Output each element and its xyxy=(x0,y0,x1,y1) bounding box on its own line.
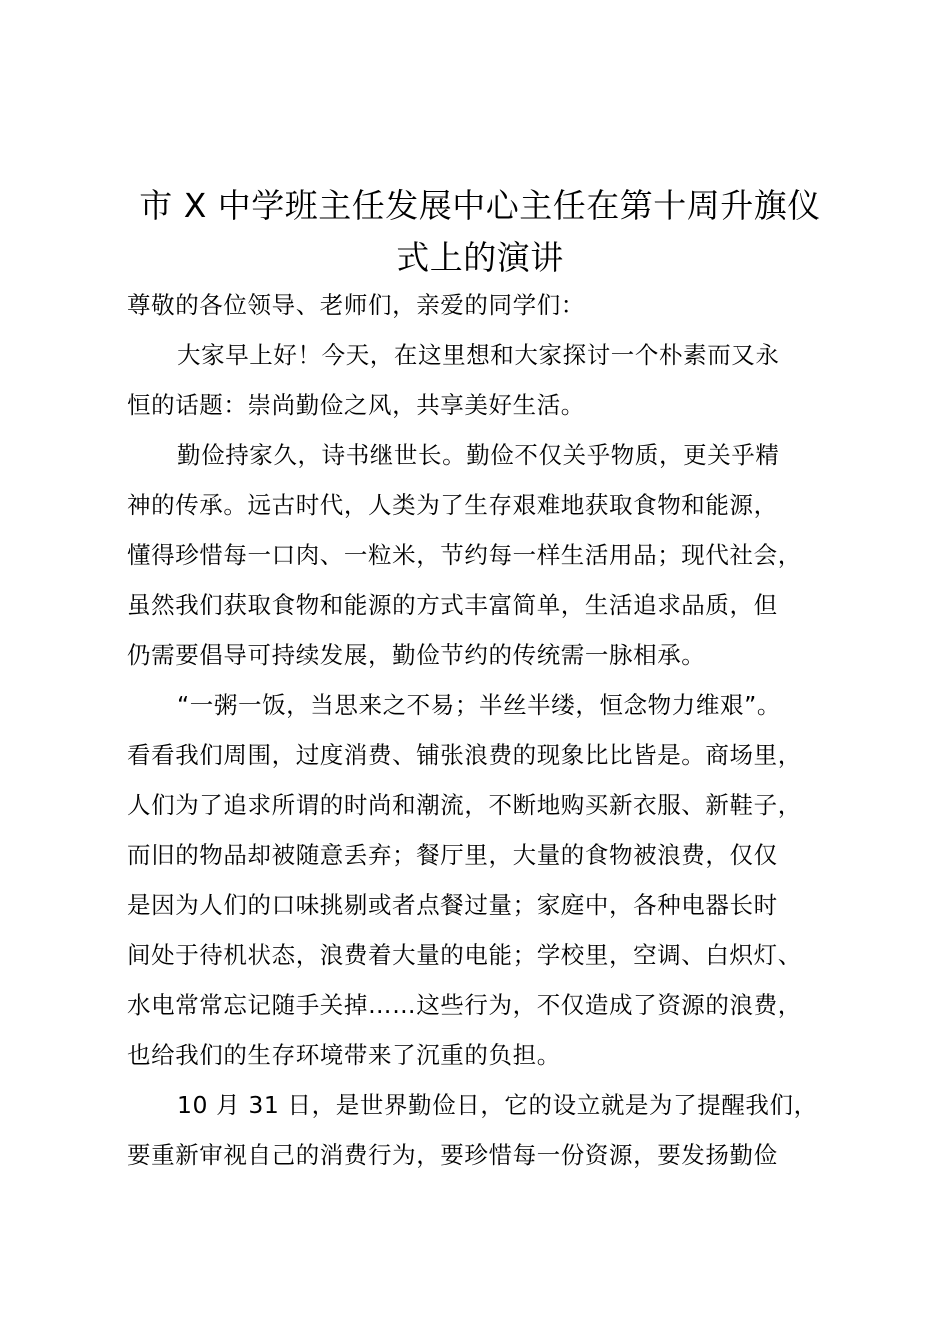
document-title xyxy=(110,180,850,284)
paragraph-3-line: 间处于待机状态，浪费着大量的电能；学校里，空调、白炽灯、 xyxy=(127,941,802,969)
title-line-2: 式上的演讲 xyxy=(396,238,564,277)
paragraph-2-line: 懂得珍惜每一口肉、一粒米，节约每一样生活用品；现代社会， xyxy=(127,541,802,569)
paragraph-2-line: 虽然我们获取食物和能源的方式丰富简单，生活追求品质，但 xyxy=(127,591,778,619)
paragraph-3-line: 看看我们周围，过度消费、铺张浪费的现象比比皆是。商场里， xyxy=(127,741,802,769)
paragraph-3-line: 是因为人们的口味挑剔或者点餐过量；家庭中，各种电器长时 xyxy=(127,891,778,919)
paragraph-3-line: 也给我们的生存环境带来了沉重的负担。 xyxy=(127,1041,561,1069)
paragraph-3-line: 人们为了追求所谓的时尚和潮流，不断地购买新衣服、新鞋子， xyxy=(127,791,802,819)
title-line-1: 市 X 中学班主任发展中心主任在第十周升旗仪 xyxy=(139,186,821,225)
paragraph-2-line: 仍需要倡导可持续发展，勤俭节约的传统需一脉相承。 xyxy=(127,641,706,669)
paragraph-2-line: 勤俭持家久，诗书继世长。勤俭不仅关乎物质，更关乎精 xyxy=(177,441,780,469)
paragraph-1-line: 恒的话题：崇尚勤俭之风，共享美好生活。 xyxy=(127,391,585,419)
paragraph-3-line: “一粥一饭，当思来之不易；半丝半缕，恒念物力维艰”。 xyxy=(177,691,781,719)
paragraph-3-line: 而旧的物品却被随意丢弃；餐厅里，大量的食物被浪费，仅仅 xyxy=(127,841,778,869)
paragraph-1-line: 大家早上好！今天，在这里想和大家探讨一个朴素而又永 xyxy=(177,341,780,369)
speech-body xyxy=(127,280,855,1180)
greeting-line: 尊敬的各位领导、老师们，亲爱的同学们： xyxy=(127,291,585,319)
paragraph-4-line: 10 月 31 日，是世界勤俭日，它的设立就是为了提醒我们， xyxy=(177,1091,818,1119)
paragraph-3-line: 水电常常忘记随手关掉……这些行为，不仅造成了资源的浪费， xyxy=(127,991,802,1019)
paragraph-2-line: 神的传承。远古时代，人类为了生存艰难地获取食物和能源， xyxy=(127,491,778,519)
paragraph-4-line: 要重新审视自己的消费行为，要珍惜每一份资源，要发扬勤俭 xyxy=(127,1141,778,1169)
